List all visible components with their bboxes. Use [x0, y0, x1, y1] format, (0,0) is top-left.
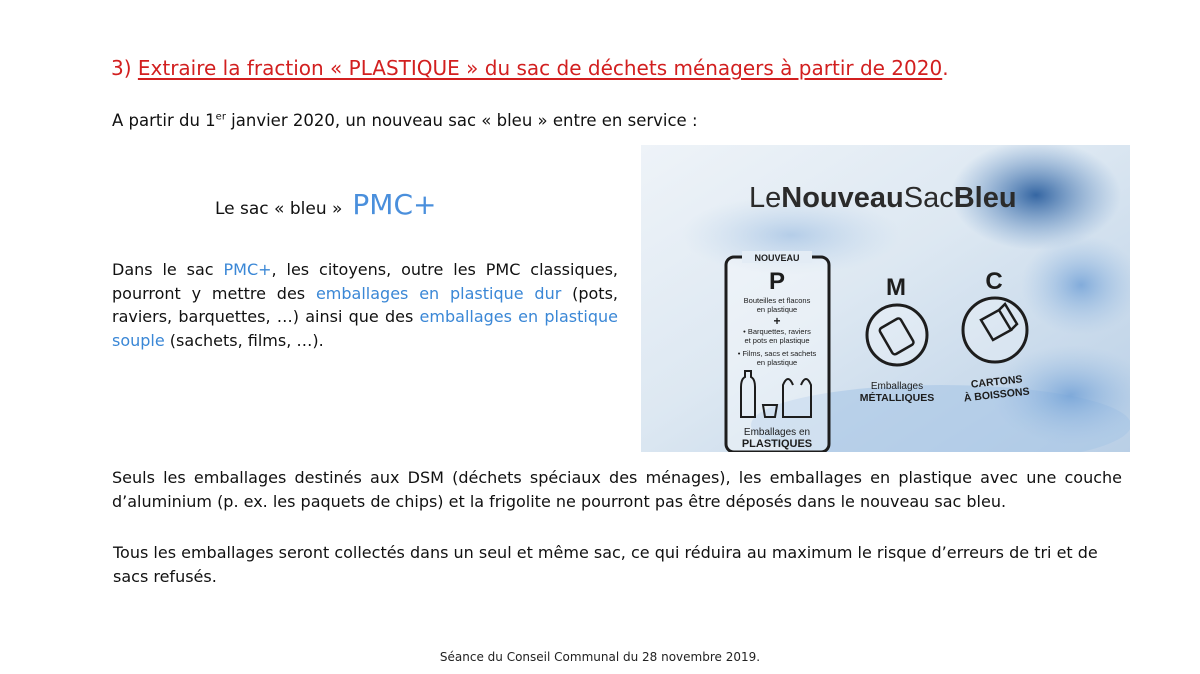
intro-after: janvier 2020, un nouveau sac « bleu » entre en service : [225, 111, 698, 130]
section-title [111, 56, 949, 80]
para1-highlight-dur: emballages en plastique dur [315, 283, 562, 303]
footer-note: Séance du Conseil Communal du 28 novembre 2019. [439, 650, 761, 664]
para1-text-4: (sachets, films, …). [164, 330, 324, 350]
svg-text:C: C [985, 268, 1003, 295]
section-title-period: . [942, 56, 949, 80]
para1-highlight-souple: emballages en plastique souple [112, 307, 618, 350]
svg-text:en plastique: en plastique [756, 305, 798, 314]
svg-text:Bouteilles et flacons: Bouteilles et flacons [743, 296, 811, 305]
svg-text:• Barquettes, raviers: • Barquettes, raviers [743, 327, 811, 336]
pmc-plus-label: PMC+ [352, 188, 437, 221]
p-panel [726, 251, 829, 452]
section-title-text: Extraire la fraction « PLASTIQUE » du sac de déchets ménagers à partir de 2020 [137, 56, 943, 80]
svg-text:P: P [768, 268, 786, 295]
svg-text:Emballages: Emballages [870, 381, 924, 392]
para1-text-3: (pots, raviers, barquettes, …) ainsi que des [112, 283, 618, 326]
bag-brand-title [749, 182, 1017, 214]
svg-text:CARTONS: CARTONS [970, 373, 1024, 391]
svg-text:LeNouveauSacBleu: LeNouveauSacBleu [749, 182, 1017, 214]
sac-bleu-label [215, 188, 436, 221]
svg-text:+: + [773, 314, 781, 328]
intro-before: A partir du 1 [112, 111, 216, 130]
para1-text-1: Dans le sac [112, 260, 224, 279]
svg-text:M: M [886, 274, 906, 301]
sac-label-text: Le sac « bleu » [215, 199, 343, 219]
section-number: 3) [111, 56, 132, 80]
svg-text:en plastique: en plastique [756, 358, 798, 367]
intro-line [112, 111, 698, 130]
svg-text:Emballages en: Emballages en [743, 427, 811, 438]
svg-text:• Films, sacs et sachets: • Films, sacs et sachets [737, 349, 817, 358]
svg-text:et pots en plastique: et pots en plastique [744, 336, 810, 345]
para1-highlight-pmc: PMC+ [223, 260, 272, 279]
exclusions-paragraph: Seuls les emballages destinés aux DSM (déchets spéciaux des ménages), les emballages en plastique avec une couche d’aluminium (p. ex. les paquets de chips) et la frigolite ne pourront pas être déposés dans le nouveau sac bleu. [112, 468, 1122, 511]
intro-sup: er [215, 111, 226, 123]
svg-text:NOUVEAU: NOUVEAU [754, 253, 800, 263]
svg-text:À BOISSONS: À BOISSONS [963, 385, 1031, 405]
pmc-description [112, 258, 618, 352]
collection-paragraph: Tous les emballages seront collectés dans un seul et même sac, ce qui réduira au maximum le risque d’erreurs de tri et de sacs refusés. [113, 543, 1098, 586]
svg-text:MÉTALLIQUES: MÉTALLIQUES [859, 392, 935, 404]
bag-photo [641, 145, 1130, 452]
svg-text:PLASTIQUES: PLASTIQUES [741, 438, 813, 450]
para1-text-2: , les citoyens, outre les PMC classiques, pourront y mettre des [112, 260, 618, 303]
